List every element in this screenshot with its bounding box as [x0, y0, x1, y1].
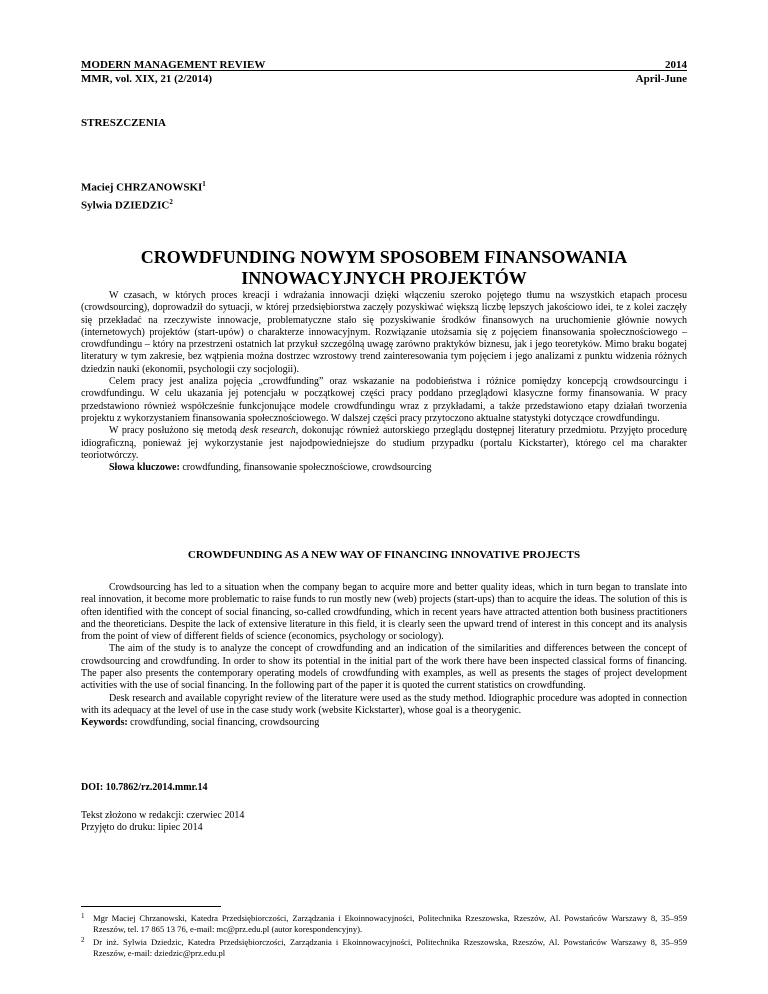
header-rule	[81, 70, 687, 71]
abstract-en	[81, 582, 687, 730]
journal-volume: MMR, vol. XIX, 21 (2/2014)	[81, 73, 213, 85]
section-label: STRESZCZENIA	[81, 117, 166, 129]
author-2	[81, 195, 206, 213]
author-list	[81, 177, 206, 212]
footnote-number: 2	[81, 936, 85, 944]
footnote-text: Dr inż. Sylwia Dziedzic, Katedra Przedsiębiorczości, Zarządzania i Ekoinnowacyjności, Politechnika Rzeszowska, Rzeszów, Al. Powstańców Warszawy 8, 35–959 Rzeszów, e-mail: dziedzic@prz.edu.pl	[93, 937, 687, 958]
editorial-dates	[81, 810, 244, 834]
author-name: Maciej CHRZANOWSKI	[81, 181, 203, 194]
abstract-pl	[81, 290, 687, 474]
doi: DOI: 10.7862/rz.2014.mmr.14	[81, 782, 208, 793]
abstract-text: , dokonując również autorskiego przeglądu dostępnej literatury przedmiotu. Przyjęto procedurę idiograficzną, ponieważ jej wykorzystanie jest najodpowiedniejsze do studium przypadku (portalu Kickstarter), którego cel ma charakter teoriotwórczy.	[81, 425, 687, 461]
footnote-2	[81, 937, 687, 959]
header-right	[636, 58, 687, 86]
footnote-1	[81, 913, 687, 935]
keywords-en	[81, 717, 687, 729]
keywords-label: Keywords:	[81, 717, 128, 729]
keywords-pl	[81, 462, 687, 474]
footnote-number: 1	[81, 912, 85, 920]
footnote-text: Mgr Maciej Chrzanowski, Katedra Przedsiębiorczości, Zarządzania i Ekoinnowacyjności, Politechnika Rzeszowska, Rzeszów, Al. Powstańców Warszawy 8, 35–959 Rzeszów, tel. 17 865 13 76, e-mail: mc@prz.edu.pl (autor korespondencyjny).	[93, 913, 687, 934]
footnote-mark: 2	[169, 197, 173, 206]
paper-title-en: CROWDFUNDING AS A NEW WAY OF FINANCING INNOVATIVE PROJECTS	[187, 549, 581, 561]
abstract-paragraph	[81, 425, 687, 462]
abstract-paragraph: The aim of the study is to analyze the concept of crowdfunding and an indication of the similarities and differences between the concept of crowdsourcing and crowdfunding. In order to show its potential in the initial part of the work there have been inspected classical forms of financing. The paper also presents the contemporary operating models of crowdfunding with examples, as well as presents the stages of project development activities with the use of social financing. In the following part of the paper it is quoted the current statistics on crowdfunding.	[81, 643, 687, 692]
abstract-paragraph: W czasach, w których proces kreacji i wdrażania innowacji dzięki włączeniu szeroko pojętego tłumu na wszystkich etapach procesu (crowdsourcing), doprowadził do sytuacji, w której przedsiębiorstwa zaczęły pozyskiwać większą liczbę lepszych jakościowo idei, te z kolei zaczęły się przekładać na rzeczywiste innowacje, problematyczne stało się pozyskiwanie środków finansowych na uruchomienie głównie nowych (internetowych) projektów (start-upów) o charakterze innowacyjnym. Rozwiązanie utożsamia się z pojęciem finansowania społecznościowego – crowdfundingu – który na przestrzeni ostatnich lat przykuł szczególną uwagę zarówno praktyków biznesu, jak i jego teoretyków. Mimo braku bogatej literatury w tym zakresie, bez wątpienia można dostrzec wzrostowy trend zainteresowania tym pojęciem i jego analizami z punktu widzenia różnych dziedzin nauki (ekonomii, psychologii czy socjologii).	[81, 290, 687, 375]
paper-title-pl: CROWDFUNDING NOWYM SPOSOBEM FINANSOWANIA INNOWACYJNYCH PROJEKTÓW	[140, 247, 628, 288]
footnote-rule	[81, 906, 221, 907]
keywords-text: crowdfunding, social financing, crowdsourcing	[127, 717, 320, 729]
method-term: desk research	[240, 425, 296, 437]
abstract-paragraph: Celem pracy jest analiza pojęcia „crowdfunding” oraz wskazanie na podobieństwa i różnice pomiędzy koncepcją crowdsourcingu i crowdfundingu. W celu ukazania jej potencjału w początkowej części pracy poddano przeglądowi klasyczne formy finansowania. W pracy przedstawiono również współcześnie funkcjonujące modele crowdfundingu wraz z przykładami, a także przedstawiono etapy działań tworzenia projektu z wykorzystaniem finansowania społecznościowego. W dalszej części pracy przytoczono aktualne statystyki dotyczące crowdfundingu.	[81, 376, 687, 424]
journal-period: April-June	[635, 73, 687, 85]
submitted-date: Tekst złożono w redakcji: czerwiec 2014	[81, 810, 245, 821]
keywords-text: crowdfunding, finansowanie społecznościowe, crowdsourcing	[179, 462, 432, 474]
abstract-paragraph: Crowdsourcing has led to a situation when the company began to acquire more and better quality ideas, which in turn began to translate into real innovation, it become more problematic to raise funds to run mostly new (web) projects (start-ups) than to acquire the ideas. The solution of this is often identified with the concept of social financing, so-called crowdfunding, which in recent years have attracted attention both business practitioners and the theoreticians. Despite the lack of extensive literature in this field, it is clearly seen the upward trend of interest in this concept and its analysis from the point of view of different fields of science (economics, psychology or sociology).	[81, 582, 687, 643]
journal-name: MODERN MANAGEMENT REVIEW	[81, 59, 266, 71]
abstract-text: W pracy posłużono się metodą	[109, 425, 241, 437]
author-name: Sylwia DZIEDZIC	[81, 199, 170, 212]
accepted-date: Przyjęto do druku: lipiec 2014	[81, 822, 203, 833]
footnote-mark: 1	[202, 180, 206, 188]
keywords-label: Słowa kluczowe:	[109, 462, 180, 474]
abstract-paragraph: Desk research and available copyright review of the literature were used as the study method. Idiographic procedure was adopted in connection with its adequacy at the level of use in the case study work (website Kickstarter), whose goal is a theorygenic.	[81, 692, 687, 716]
journal-year: 2014	[665, 59, 687, 71]
author-1	[81, 177, 206, 195]
footnotes	[81, 913, 687, 961]
header-left	[81, 58, 265, 86]
